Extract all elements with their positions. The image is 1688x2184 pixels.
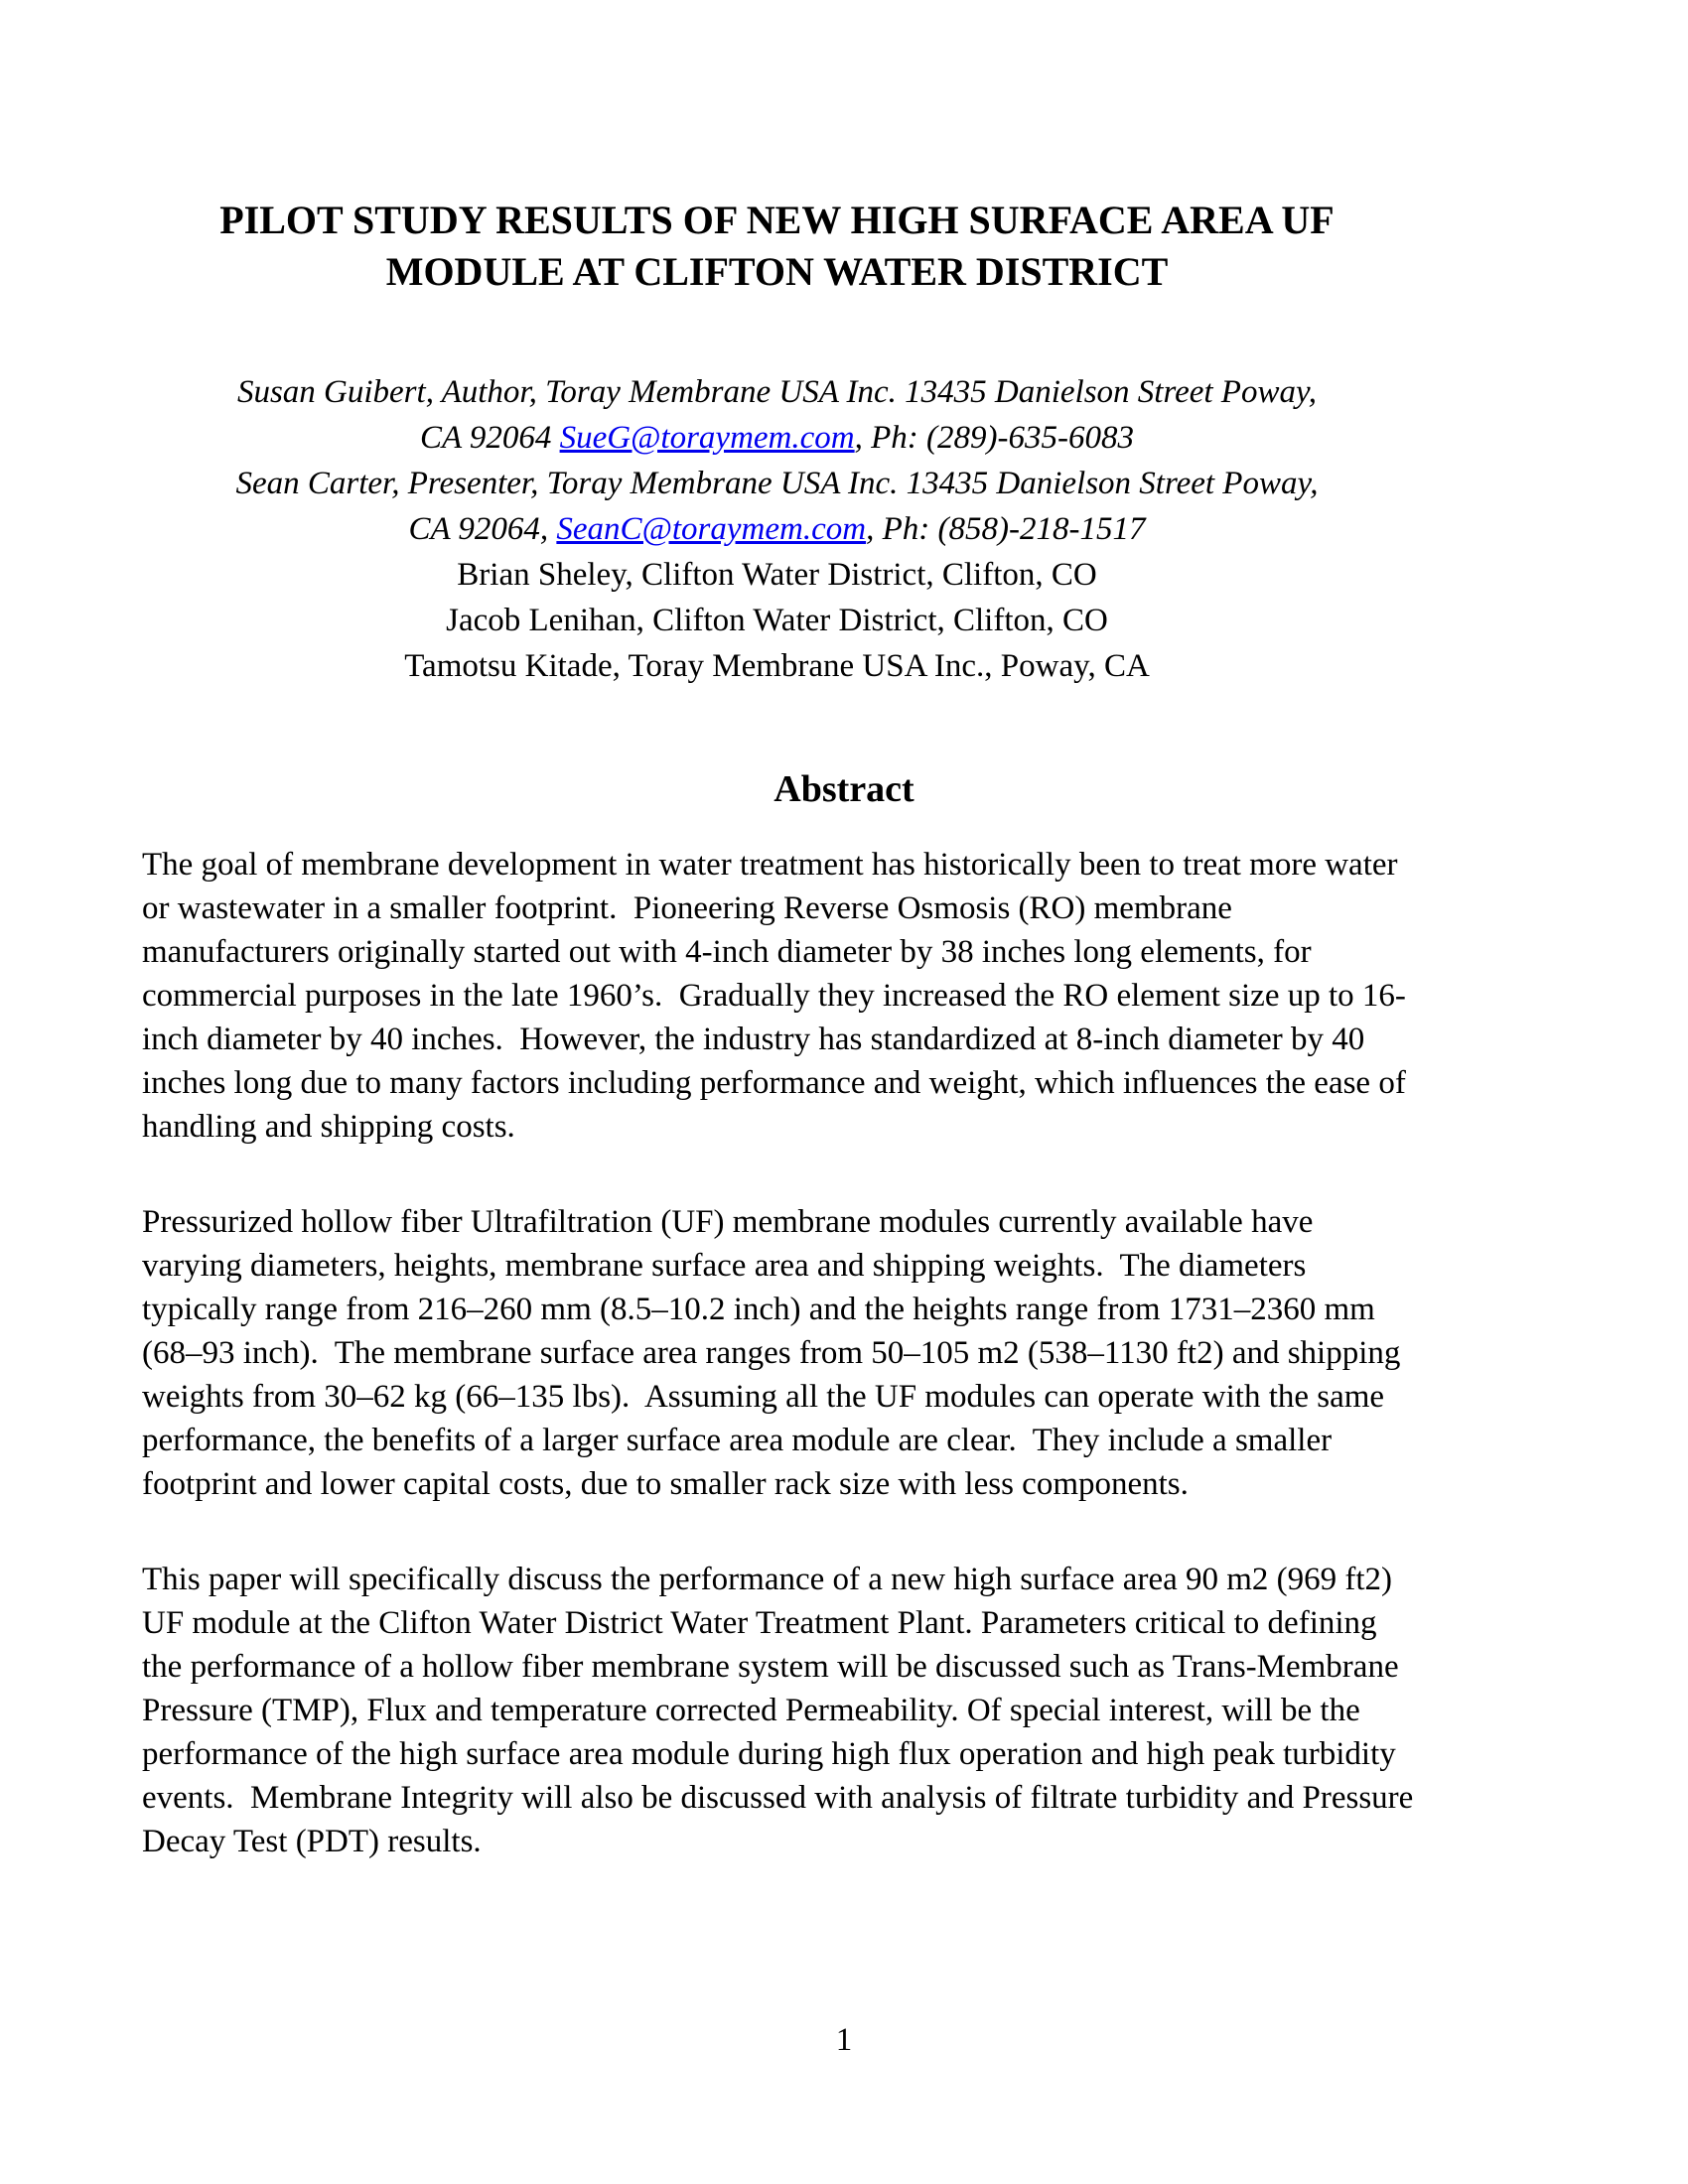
author-address: CA 92064 bbox=[420, 420, 560, 456]
author-line bbox=[142, 415, 1412, 461]
paragraph-line: the performance of a hollow fiber membrane system will be discussed such as Trans-Membrane bbox=[142, 1649, 1399, 1685]
paragraph-line: Pressurized hollow fiber Ultrafiltration (UF) membrane modules currently available have bbox=[142, 1204, 1314, 1240]
email-link-seanc[interactable]: SeanC@toraymem.com bbox=[556, 511, 867, 547]
author-entry-susan bbox=[142, 369, 1412, 461]
author-line: Jacob Lenihan, Clifton Water District, Clifton, CO bbox=[446, 603, 1108, 638]
author-entry-tamotsu bbox=[142, 643, 1412, 689]
paragraph-line: This paper will specifically discuss the performance of a new high surface area 90 m2 (969 ft2) bbox=[142, 1562, 1393, 1597]
paragraph-line: UF module at the Clifton Water District Water Treatment Plant. Parameters critical to defining bbox=[142, 1605, 1377, 1641]
author-line bbox=[142, 506, 1412, 552]
title-line-1: PILOT STUDY RESULTS OF NEW HIGH SURFACE AREA UF bbox=[219, 198, 1335, 242]
author-entry-brian bbox=[142, 552, 1412, 598]
paragraph-line: performance, the benefits of a larger surface area module are clear. They include a smaller bbox=[142, 1423, 1333, 1458]
author-entry-jacob bbox=[142, 598, 1412, 643]
paragraph-line: handling and shipping costs. bbox=[142, 1109, 515, 1145]
paragraph-line: performance of the high surface area module during high flux operation and high peak turbidity bbox=[142, 1736, 1396, 1772]
paragraph-line: The goal of membrane development in water treatment has historically been to treat more water bbox=[142, 847, 1398, 883]
paragraph-line: or wastewater in a smaller footprint. Pioneering Reverse Osmosis (RO) membrane bbox=[142, 890, 1232, 926]
author-line: Susan Guibert, Author, Toray Membrane USA Inc. 13435 Danielson Street Poway, bbox=[236, 374, 1318, 410]
paragraph-line: typically range from 216–260 mm (8.5–10.2 inch) and the heights range from 1731–2360 mm bbox=[142, 1292, 1375, 1327]
abstract-paragraph-1 bbox=[142, 843, 1546, 1149]
author-line: Sean Carter, Presenter, Toray Membrane USA Inc. 13435 Danielson Street Poway, bbox=[235, 466, 1319, 501]
paragraph-line: events. Membrane Integrity will also be discussed with analysis of filtrate turbidity and Pressure bbox=[142, 1780, 1414, 1816]
author-line: Brian Sheley, Clifton Water District, Clifton, CO bbox=[457, 557, 1097, 593]
paragraph-line: manufacturers originally started out with 4-inch diameter by 38 inches long elements, for bbox=[142, 934, 1312, 970]
authors-block bbox=[142, 369, 1412, 689]
author-line: Tamotsu Kitade, Toray Membrane USA Inc., Poway, CA bbox=[404, 648, 1150, 684]
paragraph-line: weights from 30–62 kg (66–135 lbs). Assuming all the UF modules can operate with the same bbox=[142, 1379, 1385, 1415]
paper-title bbox=[142, 195, 1412, 298]
author-phone: , Ph: (289)-635-6083 bbox=[854, 420, 1134, 456]
author-entry-sean bbox=[142, 461, 1412, 552]
author-phone: , Ph: (858)-218-1517 bbox=[866, 511, 1146, 547]
paragraph-line: Decay Test (PDT) results. bbox=[142, 1824, 482, 1859]
paragraph-line: inches long due to many factors including performance and weight, which influences the ease of bbox=[142, 1065, 1406, 1101]
author-address: CA 92064, bbox=[408, 511, 557, 547]
paragraph-line: varying diameters, heights, membrane surface area and shipping weights. The diameters bbox=[142, 1248, 1307, 1284]
paragraph-line: footprint and lower capital costs, due to smaller rack size with less components. bbox=[142, 1466, 1189, 1502]
paragraph-line: commercial purposes in the late 1960’s. Gradually they increased the RO element size up to 16- bbox=[142, 978, 1406, 1014]
abstract-heading: Abstract bbox=[774, 768, 914, 810]
paragraph-line: (68–93 inch). The membrane surface area ranges from 50–105 m2 (538–1130 ft2) and shipping bbox=[142, 1335, 1401, 1371]
paragraph-line: Pressure (TMP), Flux and temperature corrected Permeability. Of special interest, will be the bbox=[142, 1693, 1360, 1728]
paragraph-line: inch diameter by 40 inches. However, the industry has standardized at 8-inch diameter by 40 bbox=[142, 1022, 1365, 1057]
email-link-sueg[interactable]: SueG@toraymem.com bbox=[559, 420, 855, 456]
abstract-paragraph-3 bbox=[142, 1558, 1546, 1863]
abstract-paragraph-2 bbox=[142, 1200, 1546, 1506]
page-number: 1 bbox=[835, 2022, 853, 2058]
title-line-2: MODULE AT CLIFTON WATER DISTRICT bbox=[385, 249, 1169, 294]
